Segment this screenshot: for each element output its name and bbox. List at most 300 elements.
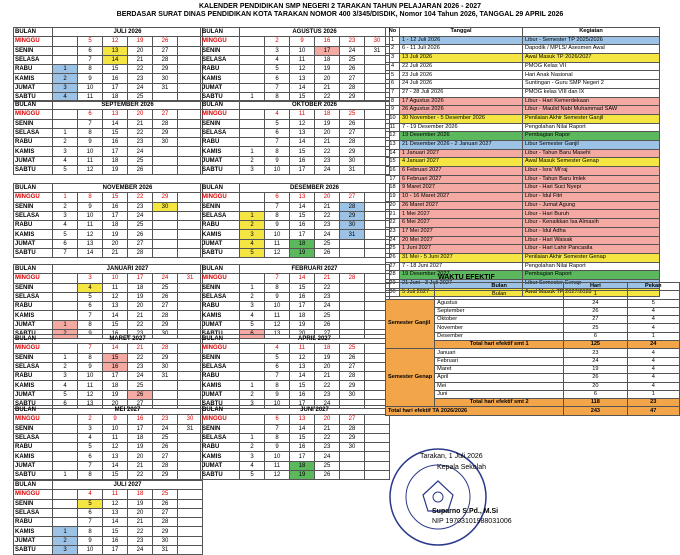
calendar-date-cell: 14 (290, 372, 315, 381)
calendar-date-cell: 10 (78, 372, 103, 381)
calendar-date-cell: 28 (340, 424, 365, 433)
calendar-date-cell: 14 (290, 202, 315, 211)
calendar-date-cell: 1 (53, 320, 78, 329)
calendar-day-label: JUMAT (201, 156, 240, 165)
calendar-date-cell: 17 (290, 302, 315, 311)
calendar-day-label: BULAN (201, 406, 240, 415)
calendar-date-cell: 27 (128, 400, 153, 409)
kegiatan-tanggal: 23 Juli 2026 (400, 71, 523, 80)
calendar-day-label: KAMIS (201, 230, 240, 239)
calendar-date-cell (240, 110, 265, 119)
calendar-date-cell (340, 320, 365, 329)
calendar-date-cell: 2 (53, 138, 78, 147)
calendar-date-cell (178, 362, 203, 371)
calendar-date-cell (340, 461, 365, 470)
calendar-day-label: BULAN (201, 28, 240, 37)
calendar-month (200, 264, 390, 339)
calendar-date-cell: 5 (265, 119, 290, 128)
kegiatan-no: 14 (386, 149, 400, 158)
calendar-day-label: KAMIS (201, 74, 240, 83)
calendar-date-cell (340, 292, 365, 301)
kegiatan-tanggal: 6 Februari 2027 (400, 175, 523, 184)
we-bulan: Januari (435, 349, 564, 357)
we-total-pekan: 24 (627, 341, 679, 349)
calendar-date-cell (240, 37, 265, 46)
calendar-date-cell: 31 (153, 83, 178, 92)
kegiatan-tanggal: 6 Februari 2027 (400, 167, 523, 176)
calendar-date-cell: 14 (103, 119, 128, 128)
semester-genap-label: Semester Genap (386, 349, 435, 407)
calendar-date-cell (178, 499, 203, 508)
calendar-date-cell: 13 (78, 400, 103, 409)
calendar-date-cell (178, 202, 203, 211)
calendar-date-cell (240, 74, 265, 83)
calendar-date-cell: 23 (315, 156, 340, 165)
calendar-date-cell: 24 (315, 302, 340, 311)
calendar-date-cell: 25 (153, 283, 178, 292)
kegiatan-name: Libur - Idul Fitri (523, 193, 660, 202)
calendar-date-cell (53, 508, 78, 517)
calendar-date-cell: 29 (340, 93, 365, 102)
calendar-date-cell: 3 (240, 302, 265, 311)
kegiatan-row (386, 132, 660, 141)
calendar-date-cell: 31 (340, 166, 365, 175)
calendar-date-cell: 18 (315, 344, 340, 353)
kegiatan-name: Libur - Hari Kemerdekaan (523, 97, 660, 106)
kegiatan-no: 24 (386, 236, 400, 245)
calendar-date-cell: 25 (340, 55, 365, 64)
we-total-pekan: 23 (627, 399, 679, 407)
kegiatan-no: 8 (386, 97, 400, 106)
calendar-month (200, 27, 390, 102)
kegiatan-tanggal: 5 Juli 2027 (400, 288, 523, 297)
calendar-date-cell: 10 (103, 424, 128, 433)
calendar-date-cell: 10 (290, 46, 315, 55)
calendar-day-label: RABU (14, 138, 53, 147)
calendar-date-cell: 19 (290, 471, 315, 480)
calendar-date-cell: 6 (53, 239, 78, 248)
calendar-date-cell: 30 (178, 415, 203, 424)
kegiatan-row (386, 184, 660, 193)
calendar-date-cell: 22 (128, 471, 153, 480)
calendar-date-cell: 23 (153, 415, 178, 424)
calendar-date-cell: 14 (103, 311, 128, 320)
calendar-date-cell: 4 (53, 156, 78, 165)
calendar-date-cell: 26 (153, 499, 178, 508)
calendar-date-cell: 22 (315, 211, 340, 220)
calendar-date-cell (340, 452, 365, 461)
calendar-date-cell: 9 (78, 74, 103, 83)
kegiatan-name: Libur - Hari Suci Nyepi (523, 184, 660, 193)
kegiatan-name: Libur - Kenaikkan Isa Almasih (523, 219, 660, 228)
calendar-month (13, 100, 203, 175)
calendar-day-label: SABTU (14, 249, 53, 258)
kegiatan-header-kegiatan: Kegiatan (523, 28, 660, 37)
calendar-date-cell: 30 (153, 362, 178, 371)
kegiatan-tanggal: 4 Januari 2027 (400, 158, 523, 167)
calendar-date-cell: 16 (290, 390, 315, 399)
kegiatan-name: Libur - Hari Waisak (523, 236, 660, 245)
calendar-date-cell: 23 (128, 138, 153, 147)
calendar-date-cell (240, 128, 265, 137)
calendar-day-label: MINGGU (14, 37, 53, 46)
kegiatan-no: 2 (386, 45, 400, 54)
calendar-date-cell: 27 (315, 330, 340, 339)
calendar-day-label: SENIN (201, 202, 240, 211)
calendar-date-cell: 22 (128, 353, 153, 362)
calendar-month-name: NOVEMBER 2026 (53, 184, 203, 193)
school-stamp (378, 445, 488, 550)
calendar-date-cell: 28 (153, 344, 178, 353)
kegiatan-name: Libur - Semester TP 2025/2026 (523, 36, 660, 45)
calendar-day-label: SABTU (201, 330, 240, 339)
calendar-date-cell: 18 (128, 433, 153, 442)
calendar-date-cell: 17 (103, 83, 128, 92)
calendar-date-cell (53, 415, 78, 424)
kegiatan-name: Penilaian Akhir Semester Genap (523, 253, 660, 262)
calendar-date-cell: 6 (265, 362, 290, 371)
calendar-day-label: SELASA (201, 55, 240, 64)
kegiatan-row (386, 123, 660, 132)
calendar-date-cell (240, 424, 265, 433)
calendar-date-cell (153, 390, 178, 399)
calendar-date-cell: 8 (78, 193, 103, 202)
calendar-date-cell: 26 (340, 353, 365, 362)
calendar-date-cell: 13 (290, 193, 315, 202)
calendar-date-cell: 9 (265, 221, 290, 230)
calendar-date-cell (178, 83, 203, 92)
calendar-day-label: SELASA (14, 211, 53, 220)
calendar-date-cell: 25 (128, 221, 153, 230)
calendar-date-cell (240, 46, 265, 55)
calendar-date-cell: 24 (315, 166, 340, 175)
sign-nip: NIP 19703101988031006 (432, 518, 512, 525)
calendar-date-cell: 21 (128, 461, 153, 470)
calendar-date-cell: 30 (153, 202, 178, 211)
calendar-date-cell: 13 (290, 362, 315, 371)
calendar-date-cell: 13 (103, 46, 128, 55)
we-pekan: 4 (627, 374, 679, 382)
calendar-day-label: SENIN (201, 46, 240, 55)
calendar-date-cell: 23 (128, 362, 153, 371)
calendar-date-cell (178, 353, 203, 362)
calendar-day-label: KAMIS (201, 452, 240, 461)
kegiatan-row (386, 236, 660, 245)
calendar-day-label: SELASA (14, 55, 53, 64)
calendar-date-cell: 19 (103, 390, 128, 399)
calendar-date-cell (178, 546, 203, 555)
calendar-date-cell: 27 (153, 508, 178, 517)
calendar-date-cell: 14 (78, 249, 103, 258)
calendar-date-cell: 13 (290, 74, 315, 83)
calendar-date-cell: 24 (315, 230, 340, 239)
calendar-date-cell (178, 518, 203, 527)
calendar-date-cell: 20 (315, 128, 340, 137)
we-header-bulan: Bulan (435, 283, 564, 291)
calendar-date-cell (240, 274, 265, 283)
calendar-date-cell: 18 (290, 239, 315, 248)
calendar-date-cell (240, 193, 265, 202)
calendar-day-label: SENIN (14, 353, 53, 362)
calendar-date-cell: 18 (315, 110, 340, 119)
calendar-date-cell (340, 302, 365, 311)
calendar-date-cell: 25 (340, 110, 365, 119)
calendar-date-cell: 11 (103, 490, 128, 499)
kegiatan-row (386, 114, 660, 123)
calendar-date-cell: 28 (153, 119, 178, 128)
calendar-day-label: SABTU (14, 330, 53, 339)
we-header-blank (386, 283, 435, 291)
calendar-date-cell: 19 (128, 443, 153, 452)
calendar-date-cell: 26 (153, 443, 178, 452)
calendar-day-label: MINGGU (14, 110, 53, 119)
calendar-date-cell: 9 (103, 415, 128, 424)
calendar-day-label: SELASA (14, 292, 53, 301)
calendar-day-label: JUMAT (14, 239, 53, 248)
calendar-date-cell: 10 (103, 274, 128, 283)
kegiatan-no: 6 (386, 80, 400, 89)
calendar-date-cell: 12 (290, 65, 315, 74)
calendar-date-cell: 3 (265, 46, 290, 55)
kegiatan-name: Pembagian Raport (523, 271, 660, 280)
calendar-date-cell: 30 (153, 330, 178, 339)
kegiatan-name: Awal Masuk TP 2027/2028 (523, 288, 660, 297)
calendar-day-label: RABU (201, 138, 240, 147)
calendar-date-cell: 15 (103, 193, 128, 202)
calendar-day-label: SELASA (14, 508, 53, 517)
calendar-date-cell (53, 46, 78, 55)
calendar-month-name: AGUSTUS 2026 (240, 28, 390, 37)
calendar-date-cell: 29 (153, 193, 178, 202)
calendar-day-label: SABTU (14, 93, 53, 102)
calendar-date-cell: 8 (78, 471, 103, 480)
calendar-month (200, 334, 390, 409)
calendar-day-label: SELASA (201, 292, 240, 301)
calendar-date-cell: 12 (78, 390, 103, 399)
page-title: KALENDER PENDIDIKAN SMP NEGERI 2 TARAKAN TAHUN PELAJARAN 2026 - 2027 (199, 3, 481, 10)
calendar-date-cell: 4 (240, 461, 265, 470)
calendar-date-cell: 9 (78, 362, 103, 371)
calendar-date-cell: 16 (103, 202, 128, 211)
calendar-date-cell: 14 (103, 461, 128, 470)
calendar-day-label: MINGGU (201, 110, 240, 119)
kegiatan-name: Awal Masuk TP 2026/2027 (523, 54, 660, 63)
calendar-date-cell: 3 (240, 230, 265, 239)
calendar-date-cell (153, 156, 178, 165)
calendar-date-cell: 25 (315, 239, 340, 248)
calendar-day-label: MINGGU (14, 490, 53, 499)
calendar-date-cell: 11 (265, 239, 290, 248)
we-total-hari: 125 (564, 341, 627, 349)
calendar-day-label: JUMAT (14, 156, 53, 165)
calendar-day-label: JUMAT (201, 320, 240, 329)
calendar-date-cell: 10 (78, 83, 103, 92)
kegiatan-row (386, 88, 660, 97)
sign-name: Suparno S.Pd., M.Si (432, 508, 499, 515)
calendar-date-cell: 8 (265, 93, 290, 102)
calendar-date-cell: 3 (53, 546, 78, 555)
calendar-date-cell: 7 (78, 518, 103, 527)
kegiatan-header-tanggal: Tanggal (400, 28, 523, 37)
we-hari: 24 (564, 299, 627, 307)
kegiatan-row (386, 36, 660, 45)
calendar-date-cell: 1 (53, 128, 78, 137)
kegiatan-tanggal: 30 November - 5 Desember 2026 (400, 114, 523, 123)
calendar-date-cell: 5 (53, 166, 78, 175)
calendar-date-cell: 17 (128, 274, 153, 283)
kegiatan-row (386, 106, 660, 115)
calendar-date-cell: 5 (53, 230, 78, 239)
calendar-date-cell: 12 (265, 471, 290, 480)
kegiatan-row (386, 158, 660, 167)
we-pekan: 5 (627, 299, 679, 307)
calendar-date-cell (240, 372, 265, 381)
calendar-date-cell (340, 249, 365, 258)
calendar-day-label: JUMAT (201, 83, 240, 92)
kegiatan-row (386, 140, 660, 149)
calendar-date-cell: 12 (103, 443, 128, 452)
calendar-day-label: MINGGU (14, 274, 53, 283)
calendar-date-cell: 17 (103, 372, 128, 381)
calendar-date-cell (178, 390, 203, 399)
calendar-date-cell: 13 (290, 128, 315, 137)
calendar-date-cell (53, 499, 78, 508)
calendar-date-cell: 4 (240, 239, 265, 248)
calendar-date-cell: 28 (153, 461, 178, 470)
calendar-date-cell: 19 (128, 37, 153, 46)
we-blank (386, 291, 435, 299)
we-total-label: Total hari efektif smt 1 (435, 341, 564, 349)
calendar-date-cell (178, 490, 203, 499)
we-pekan: 4 (627, 307, 679, 315)
calendar-date-cell (53, 302, 78, 311)
calendar-date-cell: 24 (340, 46, 365, 55)
kegiatan-row (386, 71, 660, 80)
calendar-date-cell: 5 (240, 249, 265, 258)
calendar-day-label: MINGGU (201, 415, 240, 424)
calendar-date-cell: 19 (315, 119, 340, 128)
calendar-date-cell: 21 (315, 372, 340, 381)
we-pekan: 4 (627, 365, 679, 373)
calendar-date-cell: 23 (128, 330, 153, 339)
calendar-date-cell: 20 (128, 46, 153, 55)
kegiatan-no: 18 (386, 184, 400, 193)
calendar-date-cell (240, 362, 265, 371)
calendar-date-cell: 22 (315, 93, 340, 102)
calendar-date-cell: 24 (153, 274, 178, 283)
calendar-date-cell (365, 415, 390, 424)
calendar-date-cell: 23 (315, 292, 340, 301)
calendar-day-label: RABU (14, 518, 53, 527)
calendar-date-cell: 12 (103, 292, 128, 301)
we-bulan: Oktober (435, 316, 564, 324)
kegiatan-tanggal: 19 Desember 2026 (400, 132, 523, 141)
we-pekan: 4 (627, 382, 679, 390)
calendar-date-cell: 20 (128, 302, 153, 311)
calendar-date-cell: 28 (340, 372, 365, 381)
calendar-date-cell: 13 (103, 452, 128, 461)
kegiatan-tanggal: 24 Juli 2026 (400, 80, 523, 89)
calendar-date-cell: 30 (365, 37, 390, 46)
calendar-date-cell: 31 (365, 46, 390, 55)
calendar-date-cell: 8 (78, 65, 103, 74)
calendar-date-cell: 31 (178, 274, 203, 283)
calendar-date-cell: 18 (103, 381, 128, 390)
kegiatan-tanggal: 27 - 28 Juli 2026 (400, 88, 523, 97)
we-bulan: Maret (435, 365, 564, 373)
calendar-day-label: SABTU (14, 471, 53, 480)
calendar-date-cell: 5 (78, 443, 103, 452)
kegiatan-no: 22 (386, 219, 400, 228)
calendar-date-cell: 8 (78, 128, 103, 137)
kegiatan-no: 13 (386, 140, 400, 149)
calendar-date-cell: 28 (340, 138, 365, 147)
kegiatan-no: 23 (386, 227, 400, 236)
calendar-date-cell: 10 (78, 546, 103, 555)
calendar-date-cell: 26 (315, 471, 340, 480)
page-subtitle: BERDASAR SURAT DINAS PENDIDIKAN KOTA TARAKAN NOMOR 400 3/345/DISDIK, Nomor 104 Tahun 2026, TANGGAL 29 APRIL 2026 (116, 11, 564, 18)
calendar-date-cell: 16 (103, 536, 128, 545)
calendar-date-cell: 5 (265, 65, 290, 74)
calendar-date-cell: 19 (128, 292, 153, 301)
calendar-date-cell: 8 (265, 283, 290, 292)
we-pekan: 4 (627, 324, 679, 332)
calendar-date-cell: 1 (53, 65, 78, 74)
kegiatan-no: 1 (386, 36, 400, 45)
kegiatan-name: Pengolahan Nilai Raport (523, 262, 660, 271)
calendar-day-label: SENIN (14, 424, 53, 433)
calendar-day-label: BULAN (201, 184, 240, 193)
calendar-date-cell: 7 (265, 424, 290, 433)
kegiatan-name: Libur Semester Genap (523, 279, 660, 288)
calendar-day-label: SABTU (201, 471, 240, 480)
kegiatan-name: PMOG Kelas VII (523, 62, 660, 71)
calendar-day-label: MINGGU (201, 344, 240, 353)
calendar-month-name: OKTOBER 2026 (240, 101, 390, 110)
calendar-date-cell: 26 (128, 230, 153, 239)
we-pekan: 4 (627, 357, 679, 365)
calendar-date-cell: 23 (128, 74, 153, 83)
calendar-date-cell: 8 (265, 211, 290, 220)
calendar-date-cell: 7 (265, 274, 290, 283)
calendar-date-cell: 18 (103, 93, 128, 102)
calendar-date-cell: 4 (265, 344, 290, 353)
calendar-date-cell: 9 (265, 292, 290, 301)
calendar-date-cell: 6 (265, 193, 290, 202)
calendar-date-cell: 6 (265, 128, 290, 137)
calendar-date-cell: 11 (265, 311, 290, 320)
calendar-date-cell: 13 (103, 508, 128, 517)
kegiatan-no: 29 (386, 279, 400, 288)
calendar-date-cell: 4 (53, 93, 78, 102)
calendar-date-cell: 10 (265, 400, 290, 409)
calendar-date-cell: 20 (128, 110, 153, 119)
calendar-date-cell: 12 (290, 119, 315, 128)
calendar-date-cell (153, 230, 178, 239)
waktu-efektif-table (385, 282, 680, 416)
calendar-day-label: SELASA (14, 433, 53, 442)
calendar-date-cell (178, 166, 203, 175)
calendar-day-label: JUMAT (14, 536, 53, 545)
calendar-date-cell: 16 (315, 37, 340, 46)
we-bulan: Juni (435, 390, 564, 398)
calendar-date-cell: 22 (128, 128, 153, 137)
kegiatan-name: Pembagian Rapor (523, 132, 660, 141)
calendar-date-cell: 11 (78, 381, 103, 390)
calendar-date-cell: 5 (78, 37, 103, 46)
calendar-date-cell: 9 (265, 443, 290, 452)
we-pekan: 1 (627, 332, 679, 340)
